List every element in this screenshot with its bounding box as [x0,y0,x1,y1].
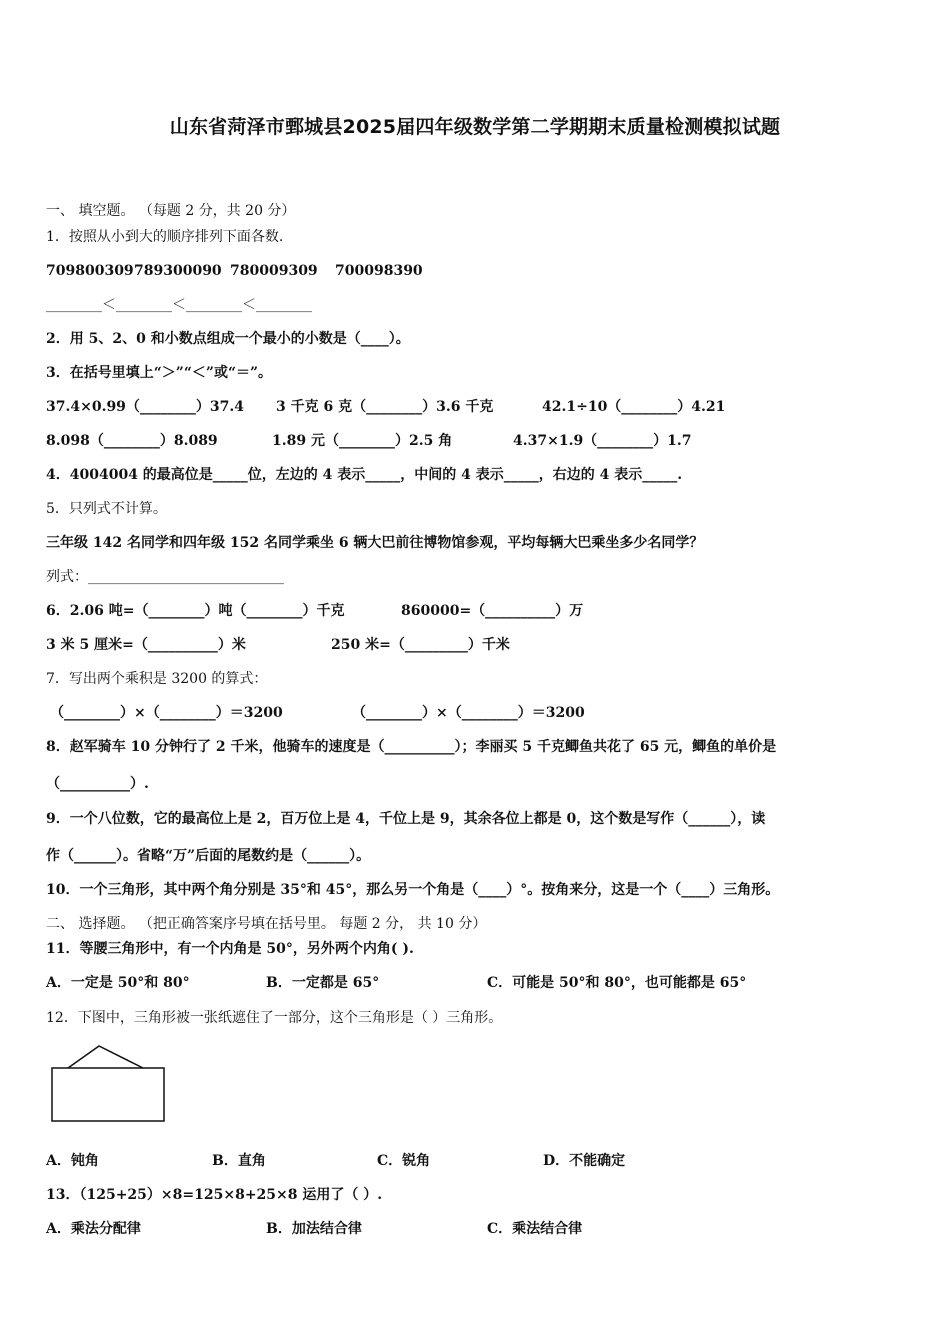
q1-answer-blanks: ________＜________＜________＜________ [46,297,312,313]
q1-number-2: 789300090 [134,263,222,279]
question-5: 5．只列式不计算。 [46,501,167,517]
q7-item-2: （________）×（________）＝3200 [352,705,585,721]
q12-option-c: C．锐角 [377,1153,431,1169]
page-title: 山东省菏泽市鄄城县2025届四年级数学第二学期期末质量检测模拟试题 [169,116,781,138]
triangle-visible-tip [68,1046,143,1068]
q11-option-a: A．一定是 50°和 80° [46,975,190,991]
q1-number-3: 780009309 [230,263,318,279]
q12-option-a: A．钝角 [46,1153,99,1169]
q12-option-d: D．不能确定 [543,1153,626,1169]
q6-item-2: 860000=（__________）万 [401,603,584,619]
question-3: 3．在括号里填上“＞”“＜”或“＝”。 [46,365,273,381]
q6-item-4: 250 米=（_________）千米 [331,637,510,653]
question-9-cont: 作（______）。省略“万”后面的尾数约是（______）。 [46,848,371,864]
q7-item-1: （________）×（________）＝3200 [50,705,283,721]
q12-option-b: B．直角 [212,1153,266,1169]
question-1: 1．按照从小到大的顺序排列下面各数. [46,229,284,245]
q6-item-3: 3 米 5 厘米=（__________）米 [46,637,246,653]
q1-number-1: 709800309 [46,263,134,279]
question-7: 7．写出两个乘积是 3200 的算式： [46,671,268,687]
section-1-heading: 一、 填空题。 （每题 2 分，共 20 分） [46,203,296,219]
q11-option-b: B．一定都是 65° [266,975,380,991]
question-13: 13．（125+25）×8=125×8+25×8 运用了（ ）. [46,1187,383,1203]
q6-item-1: 6．2.06 吨=（________）吨（________）千克 [46,603,345,619]
q11-option-c: C．可能是 50°和 80°，也可能都是 65° [487,975,747,991]
q3-item-2: 3 千克 6 克（________）3.6 千克 [276,399,494,415]
q5-answer-line: 列式：____________________________ [46,569,284,585]
q3-item-4: 8.098（________）8.089 [46,433,218,449]
q3-item-3: 42.1÷10（________）4.21 [542,399,726,415]
q1-number-4: 700098390 [335,263,423,279]
question-10: 10．一个三角形，其中两个角分别是 35°和 45°，那么另一个角是（____）°。按角来分，这是一个（____）三角形。 [46,882,780,898]
question-2: 2．用 5、2、0 和小数点组成一个最小的小数是（____）。 [46,331,410,347]
question-8: 8．赵军骑车 10 分钟行了 2 千米，他骑车的速度是（__________）；李丽买 5 千克鲫鱼共花了 65 元，鲫鱼的单价是 [46,739,777,755]
covering-paper-rect [52,1068,164,1121]
section-2-heading: 二、 选择题。 （把正确答案序号填在括号里。 每题 2 分， 共 10 分） [46,916,487,932]
q5-problem: 三年级 142 名同学和四年级 152 名同学乘坐 6 辆大巴前往博物馆参观，平均每辆大巴乘坐多少名同学？ [46,535,704,551]
question-12: 12．下图中，三角形被一张纸遮住了一部分，这个三角形是（ ）三角形。 [46,1010,503,1026]
q3-item-5: 1.89 元（________）2.5 角 [272,433,453,449]
q3-item-6: 4.37×1.9（________）1.7 [513,433,692,449]
q13-option-c: C．乘法结合律 [487,1221,583,1237]
q3-item-1: 37.4×0.99（________）37.4 [46,399,245,415]
question-9: 9．一个八位数，它的最高位上是 2，百万位上是 4，千位上是 9，其余各位上都是 0，这个数是写作（______），读 [46,811,766,827]
covered-triangle-figure [46,1042,170,1126]
q13-option-a: A．乘法分配律 [46,1221,141,1237]
question-8-cont: （__________）. [46,776,149,792]
question-11: 11．等腰三角形中，有一个内角是 50°，另外两个内角( ). [46,941,414,957]
question-4: 4．4004004 的最高位是_____位，左边的 4 表示_____，中间的 4 表示_____，右边的 4 表示_____. [46,467,683,483]
q13-option-b: B．加法结合律 [266,1221,362,1237]
